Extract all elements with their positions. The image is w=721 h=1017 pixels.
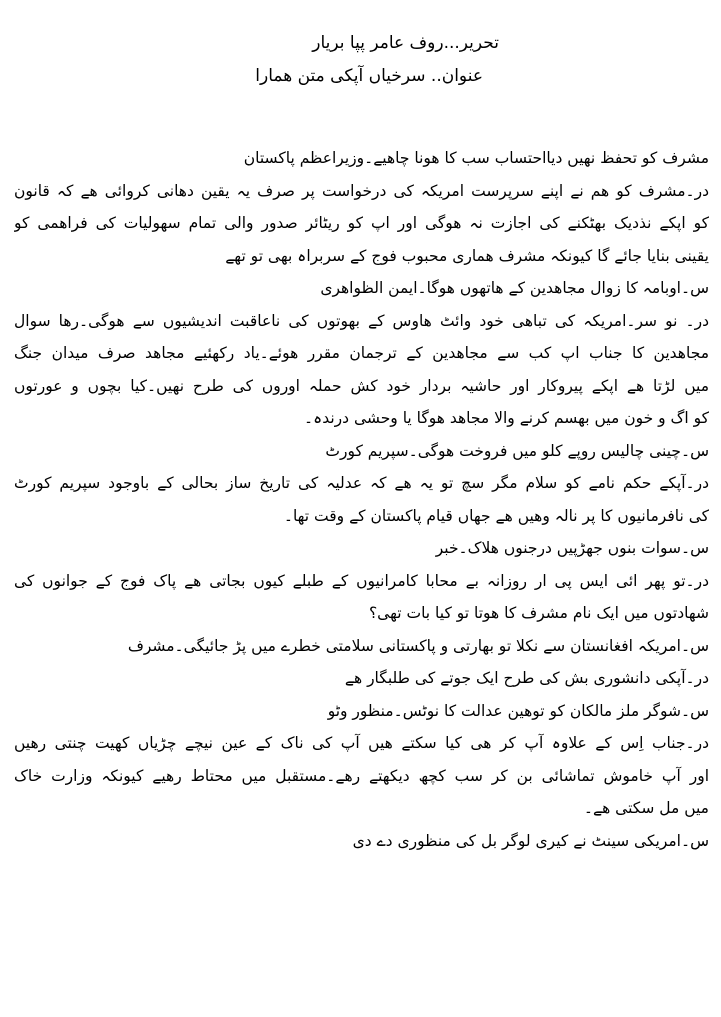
body-line: س۔امریکی سینٹ نے کیری لوگر بل کی منظوری دے دی: [352, 831, 709, 850]
body-line: س۔امریکہ افغانستان سے نکلا تو بھارتی و پاکستانی سلامتی خطرے میں پڑ جائیگی۔مشرف: [127, 636, 709, 655]
body-line: س۔چینی چالیس روپے کلو میں فروخت ھوگی۔سپریم کورٹ: [325, 441, 709, 460]
body-line: س۔سوات بنوں جھڑپیں درجنوں ھلاک۔خبر: [435, 539, 709, 557]
body-line: س۔شوگر ملز مالکان کو توھین عدالت کا نوٹس۔منظور وٹو: [327, 701, 709, 720]
author-line: تحریر...روف عامر پپا بریار: [312, 33, 499, 53]
body-line: میں مل سکتی ھے۔: [583, 799, 709, 817]
body-line: در۔مشرف کو ھم نے اپنے سرپرست امریکہ کی درخواست پر صرف یہ یقین دھانی کروائی ھے کہ قانون: [14, 181, 709, 200]
body-line: شھادتوں میں ایک نام مشرف کا ھوتا تو کیا بات تھی؟: [368, 604, 709, 622]
body-line: مجاھدین کا جناب اپ کب سے مجاھدین کے ترجمان مقرر ھوئے۔یاد رکھئیے مجاھد صرف میدان جنگ: [14, 344, 709, 362]
body-line: کو اپکے نذدیک بھٹکنے کی اجازت نہ ھوگی اور اپ کو ریٹائر صدور والی تمام سھولیات کی فراھمی کو: [14, 214, 709, 232]
body-line: در۔آپکے حکم نامے کو سلام مگر سچ تو یہ ھے کہ عدلیہ کی تاریخ ساز بحالی کے باوجود سپریم کورٹ: [14, 474, 709, 492]
body-line: در۔تو پھر ائی ایس پی ار روزانہ بے محابا کامرانیوں کے طبلے کیوں بجاتی ھے پاک فوج کے جوانوں کی: [14, 571, 709, 590]
body-line: در۔جناب اِس کے علاوہ آپ کر ھی کیا سکتے ھیں آپ کی ناک کے عین نیچے چڑیاں کھیت چنتی رھیں: [14, 734, 709, 752]
body-line: اور آپ خاموش تماشائی بن کر سب کچھ دیکھتے رھے۔مستقبل میں محتاط رھیے کیونکہ وزارت خاک: [14, 766, 709, 785]
body-line: یقینی بنایا جائے گا کیونکہ مشرف ھماری محبوب فوج کے سربراہ بھی تو تھے: [225, 246, 709, 265]
body-line: مشرف کو تحفظ نھیں دیااحتساب سب کا ھونا چاھیے۔وزیراعظم پاکستان: [243, 149, 709, 167]
body-line: در۔ نو سر۔امریکہ کی تباھی خود وائٹ ھاوس کے بھوتوں کی ناعاقبت اندیشیوں سے ھوگی۔رھا سوال: [14, 311, 709, 330]
body-line: در۔آپکی دانشوری بش کی طرح ایک جوتے کی طلبگار ھے: [344, 669, 709, 687]
article-body: [14, 142, 709, 857]
body-line: میں لڑتا ھے اپکے پیروکار اور حاشیہ بردار خود کش حملہ اوروں کی طرح نھیں۔کیا بچوں و عورتوں: [14, 376, 709, 395]
body-line: کی نافرمانیوں کا پر نالہ وھیں ھے جھاں قیام پاکستان کے وقت تھا۔: [283, 506, 709, 525]
body-line: س۔اوبامہ کا زوال مجاھدین کے ھاتھوں ھوگا۔ایمن الظواھری: [320, 279, 709, 297]
title-line: عنوان.. سرخیاں آپکی متن ھمارا: [255, 66, 483, 86]
body-line: کو اگ و خون میں بھسم کرنے والا مجاھد ھوگا یا وحشی درندہ۔: [304, 409, 709, 427]
